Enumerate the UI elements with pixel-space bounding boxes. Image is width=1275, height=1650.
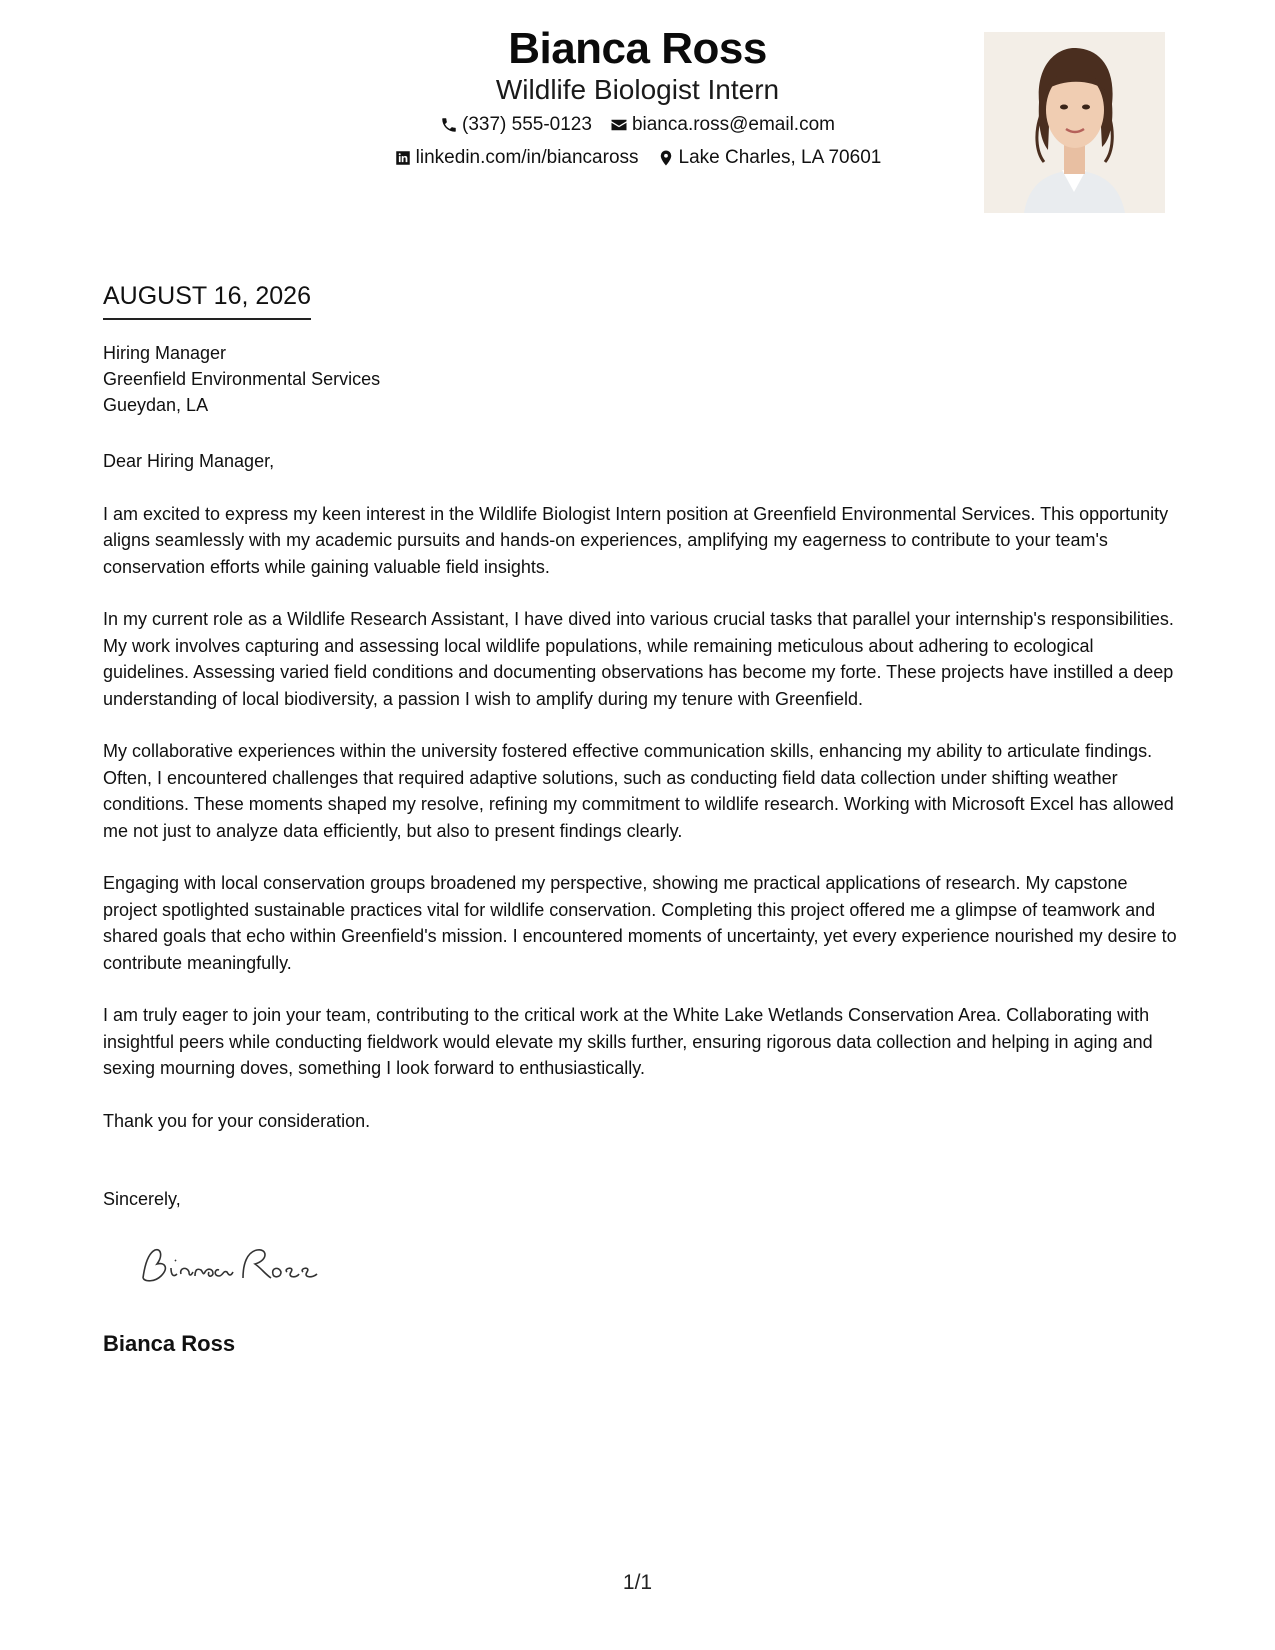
body-paragraph: I am truly eager to join your team, contributing to the critical work at the White Lake Wetlands Conservation Area. Collaborating with insightful peers while conducting fieldwork would elevate my skills further, ensuring rigorous data collection and helping in aging and sexing mourning doves, something I look forward to enthusiastically. [103,1005,1153,1078]
applicant-title: Wildlife Biologist Intern [495,74,780,105]
body-paragraph: My collaborative experiences within the university fostered effective communication skills, enhancing my ability to articulate findings. Often, I encountered challenges that required adaptive solutions, such as conducting field data collection under shifting weather conditions. These moments shaped my resolve, refining my commitment to wildlife research. Working with Microsoft Excel has allowed me not just to analyze data efficiently, but also to present findings clearly. [103,741,1174,841]
recipient-company: Greenfield Environmental Services [103,369,381,389]
handwritten-signature [135,1238,335,1298]
portrait-illustration [984,32,1165,213]
email-address[interactable]: bianca.ross@email.com [631,114,835,135]
recipient-block [103,340,380,418]
thank-you-line: Thank you for your consideration. [103,1110,371,1131]
page-number: 1/1 [622,1571,653,1594]
phone-number: (337) 555-0123 [462,114,592,135]
location-text: Lake Charles, LA 70601 [678,147,882,168]
linkedin-icon [394,149,412,167]
linkedin-url[interactable]: linkedin.com/in/biancaross [415,147,639,168]
recipient-location: Gueydan, LA [103,395,209,415]
phone-icon [440,116,458,134]
letter-body [103,448,1178,1160]
salutation: Dear Hiring Manager, [103,451,275,471]
body-paragraph: In my current role as a Wildlife Research Assistant, I have dived into various crucial tasks that parallel your internship's responsibilities. My work involves capturing and assessing local wildlife populations, while remaining meticulous about adhering to ecological guidelines. Assessing varied field conditions and documenting observations has become my forte. These projects have instilled a deep understanding of local biodiversity, a passion I wish to amplify during my tenure with Greenfield. [103,609,1174,709]
linkedin-contact[interactable] [394,146,639,170]
map-pin-icon [657,149,675,167]
closing: Sincerely, [103,1189,181,1209]
recipient-title: Hiring Manager [103,343,227,363]
body-paragraph: Engaging with local conservation groups broadened my perspective, showing me practical applications of research. My capstone project spotlighted sustainable practices vital for wildlife conservation. Completing this project offered me a glimpse of teamwork and shared goals that echo within Greenfield's mission. I encountered moments of uncertainty, yet every experience nourished my desire to contribute meaningfully. [103,873,1177,973]
letter-header [0,0,1275,240]
phone-contact [440,113,592,137]
letter-date: AUGUST 16, 2026 [103,280,311,320]
signature-image [135,1238,335,1298]
profile-photo [984,32,1165,213]
body-paragraph: I am excited to express my keen interest in the Wildlife Biologist Intern position at Greenfield Environmental Services. This opportunity aligns seamlessly with my academic pursuits and hands-on experiences, amplifying my eagerness to contribute to your team's conservation efforts while gaining valuable field insights. [103,503,1169,577]
signer-name: Bianca Ross [103,1331,236,1356]
email-contact[interactable] [610,113,835,137]
location-contact [657,146,882,170]
envelope-icon [610,116,628,134]
applicant-name: Bianca Ross [508,24,767,73]
